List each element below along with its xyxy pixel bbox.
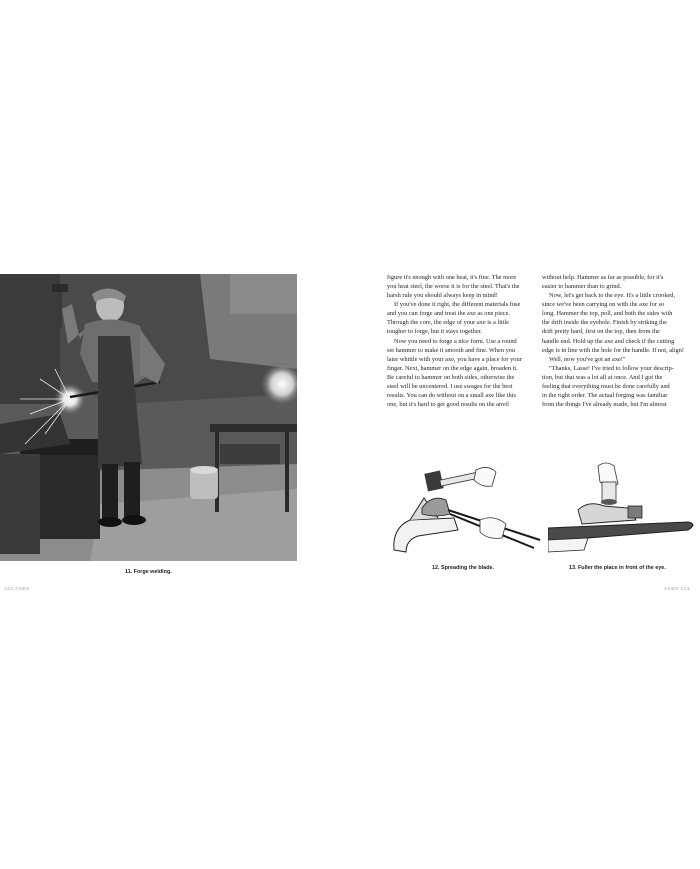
text-line: without help. Hammer as far as possible, for it's	[542, 274, 664, 281]
right-page-folio: AXES 123	[664, 586, 690, 591]
illustration-13-caption: 13. Fuller the place in front of the eye.	[569, 565, 666, 571]
text-line: figure it's enough with one heat, it's fine. The more	[387, 274, 517, 281]
text-line: Through the core, the edge of your axe is a little	[387, 319, 510, 327]
text-column-left	[387, 273, 539, 409]
text-line: Be careful to hammer on both sides, otherwise the	[387, 373, 515, 381]
text-line: in the right order. The actual forging was familiar	[542, 392, 668, 400]
text-line: If you've done it right, the different materials fuse	[394, 301, 521, 309]
text-line: Well, now you've got an axe!"	[549, 355, 626, 363]
text-line: "Thanks, Lasse! I've tried to follow your descrip-	[549, 364, 674, 372]
text-line: steel will be uncentered. I use swages for the best	[387, 382, 513, 390]
text-line: tougher to forge, but it stays together.	[387, 328, 483, 336]
text-line: drift pretty hard, first on the top, then from the	[542, 328, 660, 336]
text-line: Now, let's get back to the eye. It's a little crooked,	[549, 292, 676, 300]
spreading-blade-illustration	[384, 458, 546, 562]
illustration-12-caption: 12. Spreading the blade.	[432, 565, 495, 571]
text-line: one, but it's hard to get good results on the anvil	[387, 401, 509, 409]
forge-welding-photo	[0, 274, 297, 561]
text-column-right	[542, 273, 694, 409]
text-line: results. You can do without on a small axe like this	[387, 392, 516, 400]
text-line: and you can forge and treat the axe as one piece.	[387, 310, 510, 318]
text-line: set hammer to make it smooth and fine. When you	[387, 346, 516, 354]
photo-caption: 11. Forge welding.	[125, 569, 172, 575]
text-line: tion, but that was a lot all at once. And I got the	[542, 373, 663, 381]
text-line: harsh rule you should always keep in mind!	[387, 292, 498, 300]
text-line: the drift inside the eyehole. Finish by striking the	[542, 319, 667, 327]
text-line: handle end. Hold up the axe and check if the cutting	[542, 337, 675, 345]
text-line: feeling that everything must be done carefully and	[542, 382, 670, 390]
text-line: long. Hammer the top, poll, and both the sides with	[542, 310, 673, 318]
fuller-illustration	[548, 458, 700, 562]
text-line: since we've been carrying on with the axe for so	[542, 301, 665, 309]
text-line: later whittle with your axe, you have a place for your	[387, 355, 522, 363]
text-line: edge is in line with the hole for the handle. If not, align!	[542, 346, 684, 354]
text-line: easier to hammer than to grind.	[542, 283, 622, 291]
text-line: finger. Next, hammer on the edge again, broaden it.	[387, 364, 518, 372]
text-line: from the things I've already made, but I'm almost	[542, 401, 667, 409]
text-line: Now you need to forge a nice form. Use a round	[394, 337, 517, 345]
left-page-folio: 122 AXES	[4, 586, 30, 591]
text-line: you heat steel, the worse it is for the steel. That's the	[387, 283, 520, 291]
